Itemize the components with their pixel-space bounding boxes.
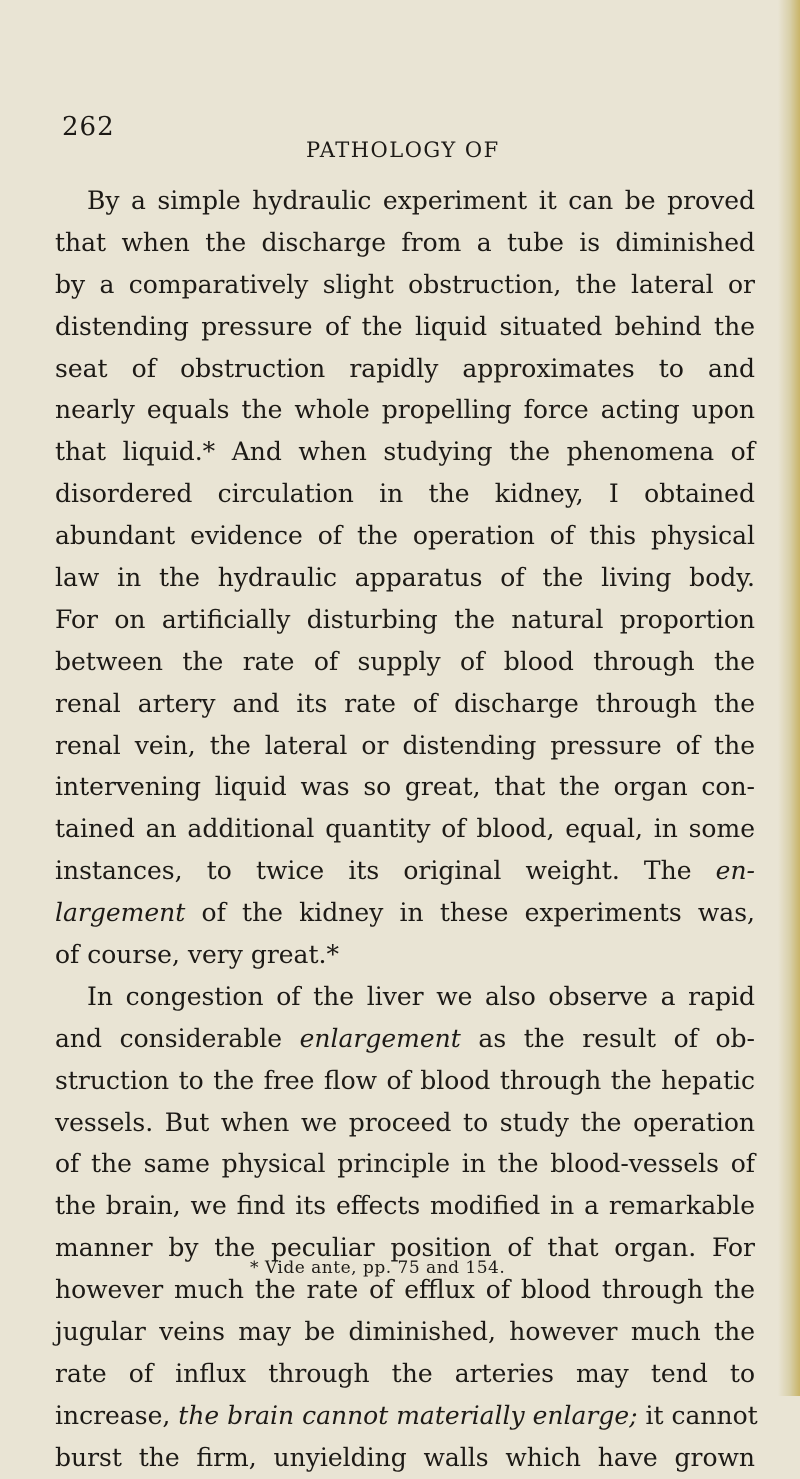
text-line: burst the firm, unyielding walls which have grown bbox=[55, 1442, 755, 1472]
text-line: increase, the brain cannot materially enlarge; it cannot bbox=[55, 1400, 758, 1430]
text-line: renal artery and its rate of discharge through the bbox=[55, 688, 755, 718]
text-line: instances, to twice its original weight. The en- bbox=[55, 856, 755, 886]
text-line: By a simple hydraulic experiment it can be proved bbox=[87, 186, 755, 215]
text-line: nearly equals the whole propelling force acting upon bbox=[55, 395, 755, 425]
text-line: In congestion of the liver we also observe a rapid bbox=[87, 981, 755, 1011]
text-line: the brain, we find its effects modified in a remarkable bbox=[55, 1191, 755, 1221]
text-line: struction to the free flow of blood through the hepatic bbox=[55, 1065, 755, 1095]
page-number: 262 bbox=[62, 112, 115, 142]
text-line: of the same physical principle in the blood-vessels of bbox=[55, 1149, 755, 1179]
text-line: abundant evidence of the operation of this physical bbox=[55, 521, 755, 551]
text-line: that when the discharge from a tube is diminished bbox=[55, 227, 755, 257]
text-line: jugular veins may be diminished, however much the bbox=[55, 1317, 755, 1347]
text-line: and considerable enlargement as the result of ob- bbox=[55, 1023, 755, 1053]
text-line: between the rate of supply of blood through the bbox=[55, 646, 755, 676]
page-header bbox=[40, 112, 740, 162]
text-line: that liquid.* And when studying the phenomena of bbox=[55, 437, 755, 467]
text-line: For on artificially disturbing the natural proportion bbox=[55, 604, 755, 634]
text-line: rate of influx through the arteries may tend to bbox=[55, 1358, 755, 1388]
italic-text: the brain cannot materially enlarge; bbox=[178, 1400, 638, 1430]
text-line: intervening liquid was so great, that the organ con- bbox=[55, 772, 755, 802]
text-line: seat of obstruction rapidly approximates to and bbox=[55, 353, 755, 383]
text-line: of course, very great.* bbox=[55, 940, 339, 970]
running-head: PATHOLOGY OF bbox=[306, 138, 500, 162]
text-line: by a comparatively slight obstruction, the lateral or bbox=[55, 269, 755, 299]
body-text bbox=[55, 180, 758, 1479]
italic-text: largement bbox=[55, 898, 186, 928]
italic-text: en- bbox=[715, 856, 755, 886]
text-line: manner by the peculiar position of that organ. For bbox=[55, 1233, 755, 1263]
text-line: however much the rate of efflux of blood through the bbox=[55, 1275, 755, 1305]
text-line: distending pressure of the liquid situated behind the bbox=[55, 311, 755, 341]
page-edge bbox=[778, 0, 800, 1396]
text-line: renal vein, the lateral or distending pressure of the bbox=[55, 730, 755, 760]
text-line: disordered circulation in the kidney, I obtained bbox=[55, 479, 755, 509]
text-line: law in the hydraulic apparatus of the living body. bbox=[55, 563, 755, 593]
footnote: * Vide ante, pp. 75 and 154. bbox=[250, 1258, 506, 1278]
italic-text: enlargement bbox=[299, 1023, 461, 1053]
text-line: vessels. But when we proceed to study the operation bbox=[55, 1107, 755, 1137]
text-line: largement of the kidney in these experiments was, bbox=[55, 898, 755, 928]
text-line: tained an additional quantity of blood, equal, in some bbox=[55, 814, 755, 844]
